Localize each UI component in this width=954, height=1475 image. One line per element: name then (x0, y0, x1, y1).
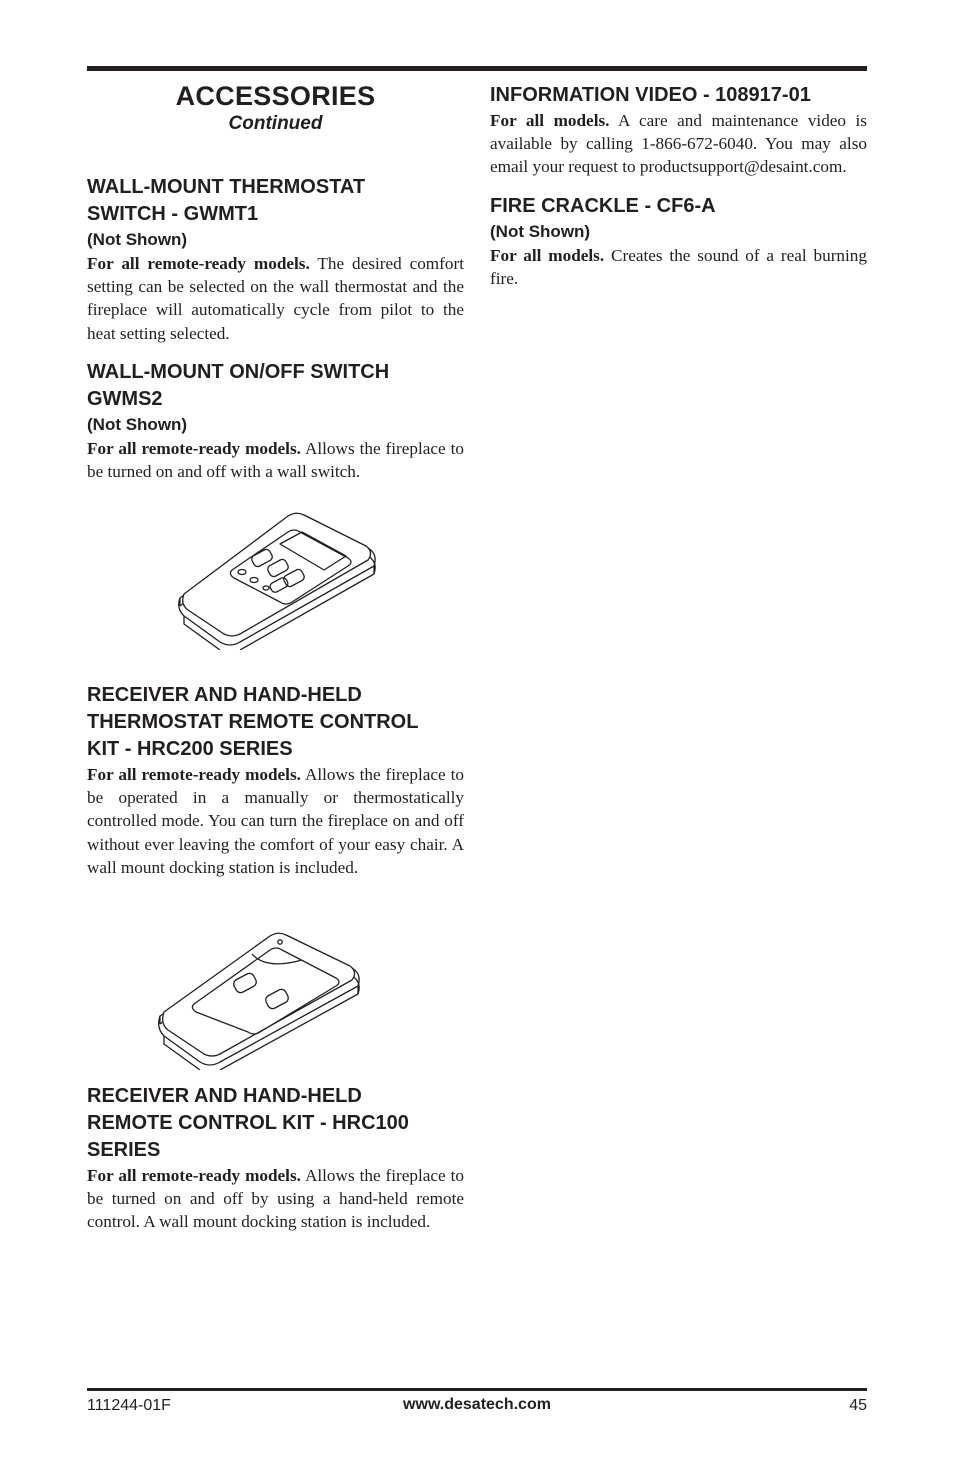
section-heading (87, 1083, 464, 1164)
body-text: Allows the fireplace to be operated in a manually or thermostatically controlled mode. You can turn the fireplace on and off without ever leaving the comfort of your easy chair. A wall mount docking station is included. (87, 765, 465, 877)
section-video (490, 82, 867, 179)
page-subtitle: Continued (228, 113, 323, 134)
page-footer (87, 1397, 867, 1421)
heading-line: KIT - HRC200 SERIES (87, 738, 293, 760)
heading-line: WALL-MOUNT THERMOSTAT (87, 176, 366, 198)
heading-line: WALL-MOUNT ON/OFF SWITCH (87, 360, 390, 383)
section-heading: INFORMATION VIDEO - 108917-01 (490, 84, 811, 106)
lead-text: For all remote-ready models. (87, 254, 310, 273)
page-title: ACCESSORIES (175, 81, 376, 111)
right-column (490, 82, 867, 290)
body-text: Allows the fireplace to be turned on and off with a wall switch. (87, 438, 465, 482)
section-hrc100 (87, 1083, 464, 1234)
section-body (87, 1164, 464, 1234)
heading-line: RECEIVER AND HAND-HELD (87, 1085, 362, 1107)
section-body (87, 763, 464, 879)
lead-text: For all models. (490, 111, 610, 130)
heading-line: SERIES (87, 1139, 161, 1161)
body-text: Allows the fireplace to be turned on and off by using a hand-held remote control. A wall mount docking station is included. (87, 1166, 465, 1232)
lead-text: For all remote-ready models. (87, 1166, 301, 1185)
section-body (490, 244, 867, 290)
section-gwms2 (87, 359, 464, 483)
hrc100-remote-illustration (152, 928, 367, 1070)
section-gwmt1 (87, 174, 464, 345)
not-shown-note: (Not Shown) (87, 414, 188, 434)
lead-text: For all remote-ready models. (87, 438, 301, 458)
section-crackle (490, 193, 867, 290)
hrc200-remote-illustration (170, 508, 385, 650)
lead-text: For all remote-ready models. (87, 765, 301, 784)
page-number: 45 (849, 1397, 867, 1414)
section-hrc200 (87, 682, 464, 879)
section-body (87, 252, 464, 345)
body-text: A care and maintenance video is available by calling 1-866-672-6040. You may also email your request to productsupport@desaint.com. (490, 111, 867, 177)
lead-text: For all models. (490, 245, 605, 265)
not-shown-note: (Not Shown) (87, 230, 188, 249)
heading-line: REMOTE CONTROL KIT - HRC100 (87, 1112, 409, 1134)
section-heading (87, 682, 464, 763)
website-link[interactable]: www.desatech.com (403, 1396, 551, 1413)
heading-line: GWMS2 (87, 387, 163, 410)
heading-line: SWITCH - GWMT1 (87, 203, 259, 225)
document-number: 111244-01F (87, 1397, 171, 1414)
left-column (87, 80, 464, 483)
left-column-bottom (87, 1083, 464, 1234)
not-shown-note: (Not Shown) (490, 221, 591, 241)
body-text: The desired comfort setting can be selected on the wall thermostat and the fireplace will automatically cycle from pilot to the heat setting selected. (87, 254, 464, 343)
section-heading: FIRE CRACKLE - CF6-A (490, 194, 716, 217)
heading-line: THERMOSTAT REMOTE CONTROL (87, 711, 419, 733)
section-heading (87, 359, 464, 413)
left-column-lower (87, 682, 464, 879)
section-body (87, 437, 464, 483)
heading-line: RECEIVER AND HAND-HELD (87, 684, 362, 706)
top-rule (87, 66, 867, 71)
body-text: Creates the sound of a real burning fire. (490, 245, 867, 288)
bottom-rule (87, 1388, 867, 1391)
section-body (490, 109, 867, 179)
section-heading (87, 174, 464, 228)
